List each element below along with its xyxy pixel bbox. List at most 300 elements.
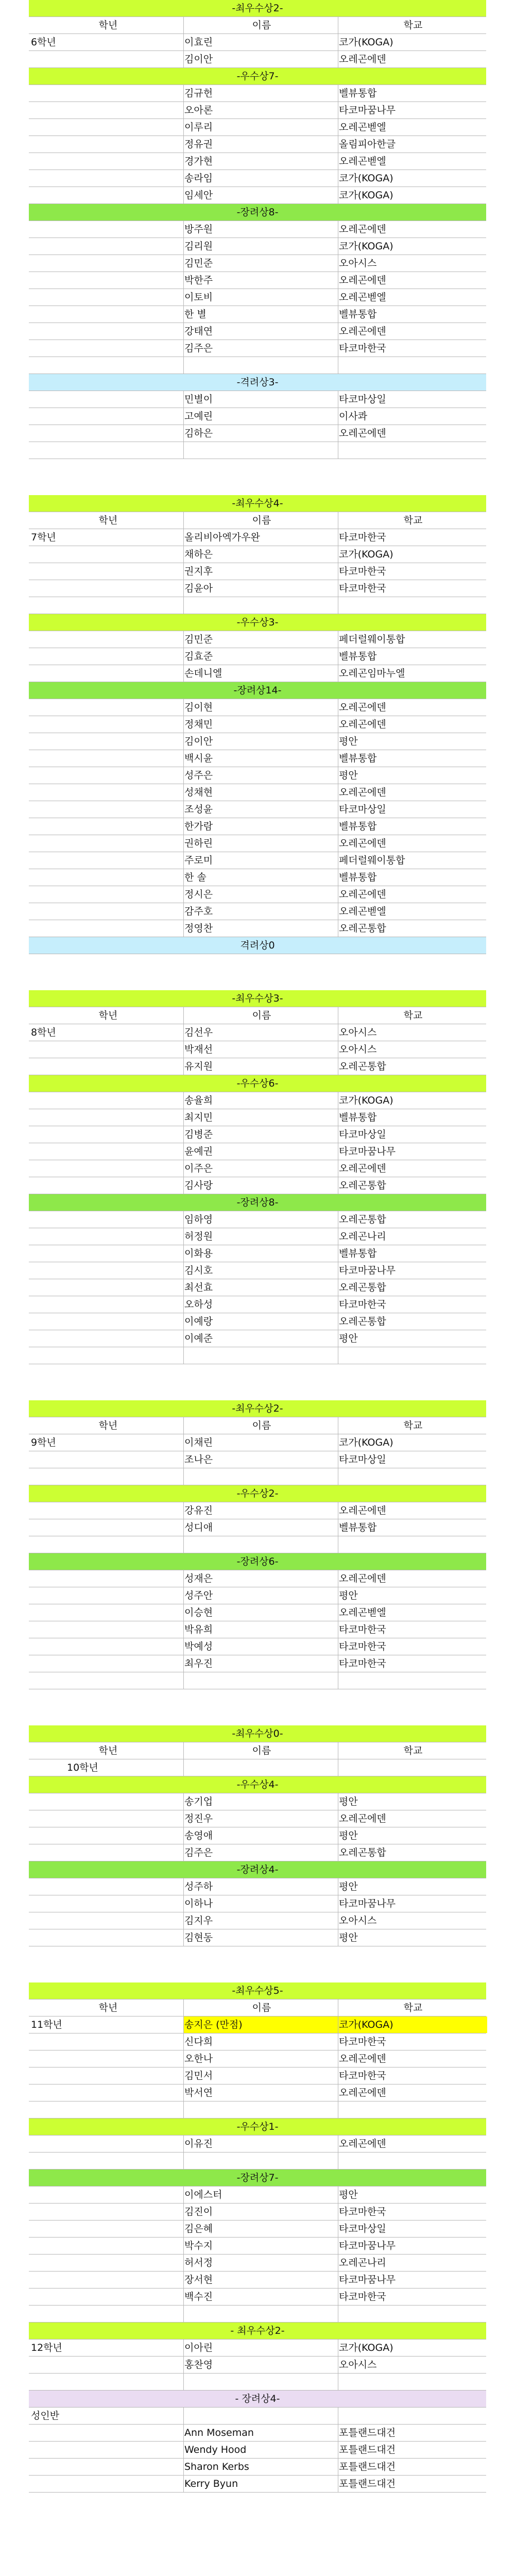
name-cell: 정영찬 xyxy=(184,923,213,934)
school-header: 학교 xyxy=(403,1420,423,1431)
name-cell: 강유진 xyxy=(184,1505,213,1516)
school-cell xyxy=(338,1759,487,1776)
table-row xyxy=(29,1655,486,1672)
grade-cell xyxy=(31,2221,185,2237)
award-title-row xyxy=(29,0,486,17)
school-cell: 오레곤에덴 xyxy=(339,838,386,849)
table-row xyxy=(29,699,486,716)
school-cell: 오레곤에덴 xyxy=(339,1505,386,1516)
cell-divider xyxy=(183,1844,184,1861)
school-cell: 타코마한국 xyxy=(339,566,386,577)
school-cell: 오아시스 xyxy=(339,1915,377,1926)
cell-divider xyxy=(183,1587,184,1604)
school-cell: 오레곤통합 xyxy=(339,1180,386,1191)
name-cell: 김사랑 xyxy=(184,1180,213,1191)
table-row xyxy=(29,1451,486,1468)
name-cell: 올리비아엑가우완 xyxy=(184,532,260,543)
school-cell: 타코마상일 xyxy=(339,1454,386,1465)
school-cell: 평안 xyxy=(339,1932,358,1943)
table-row xyxy=(29,1160,486,1177)
table-row xyxy=(29,1570,486,1587)
table-row xyxy=(29,2408,486,2425)
name-cell: 김진이 xyxy=(184,2206,213,2217)
name-cell xyxy=(183,442,339,459)
award-title: -우수상4- xyxy=(236,1779,279,1790)
name-cell xyxy=(183,597,339,614)
header-row xyxy=(29,17,486,34)
grade-cell xyxy=(31,750,185,767)
grade-header: 학년 xyxy=(98,515,118,526)
table-row xyxy=(29,1092,486,1109)
school-cell: 코가(KOGA) xyxy=(339,2342,393,2353)
grade-cell xyxy=(31,665,185,682)
school-cell xyxy=(338,1672,487,1689)
name-cell: 김주은 xyxy=(184,343,213,354)
header-row xyxy=(29,1417,486,1434)
grade-cell xyxy=(31,1245,185,1262)
grade-cell xyxy=(31,920,185,937)
award-title-row xyxy=(29,1725,486,1742)
award-title-row xyxy=(29,204,486,221)
name-cell: 김민서 xyxy=(184,2070,213,2081)
grade-cell xyxy=(31,238,185,255)
school-header: 학교 xyxy=(403,515,423,526)
table-row xyxy=(29,2153,486,2170)
cell-divider xyxy=(183,17,184,33)
name-cell: 신다희 xyxy=(184,2036,213,2047)
grade-cell xyxy=(31,255,185,272)
cell-divider xyxy=(183,1279,184,1296)
school-cell: 오레곤벧엘 xyxy=(339,1607,386,1618)
grade-cell xyxy=(31,1058,185,1075)
table-row xyxy=(29,357,486,374)
name-cell xyxy=(183,1536,339,1553)
grade-cell xyxy=(31,818,185,835)
name-cell: 성재은 xyxy=(184,1573,213,1584)
grade-cell xyxy=(31,716,185,733)
cell-divider xyxy=(183,289,184,306)
grade-cell xyxy=(31,2306,185,2322)
cell-divider xyxy=(183,153,184,170)
school-cell: 오레곤에덴 xyxy=(339,889,386,900)
cell-divider xyxy=(183,801,184,818)
award-title: -우수상1- xyxy=(236,2121,279,2132)
grade-cell xyxy=(31,597,185,614)
name-cell: 김민준 xyxy=(184,258,213,269)
grade-cell xyxy=(31,119,185,135)
table-row xyxy=(29,750,486,767)
school-header: 학교 xyxy=(403,2002,423,2013)
grade-cell xyxy=(31,2102,185,2118)
name-cell: 송라임 xyxy=(184,173,213,184)
name-cell: 송기업 xyxy=(184,1796,213,1807)
name-cell: 이화용 xyxy=(184,1248,213,1259)
grade-cell xyxy=(31,1502,185,1519)
grade-header: 학년 xyxy=(98,1745,118,1756)
header-row xyxy=(29,1742,486,1759)
cell-divider xyxy=(183,1109,184,1126)
name-cell: 임세안 xyxy=(184,190,213,201)
grade-cell xyxy=(31,153,185,170)
table-row xyxy=(29,2340,486,2357)
grade-cell: 12학년 xyxy=(31,2342,62,2353)
school-cell: 벨뷰통합 xyxy=(339,872,377,883)
school-cell: 평안 xyxy=(339,1796,358,1807)
table-row xyxy=(29,920,486,937)
table-row xyxy=(29,1177,486,1194)
cell-divider xyxy=(183,221,184,238)
name-cell: 백시윤 xyxy=(184,753,213,764)
school-cell: 평안 xyxy=(339,2189,358,2200)
grade-cell xyxy=(31,1177,185,1194)
school-header: 학교 xyxy=(403,1745,423,1756)
school-cell: 올림피아한글 xyxy=(339,139,396,150)
school-cell: 코가(KOGA) xyxy=(339,549,393,560)
cell-divider xyxy=(183,1468,184,1485)
school-cell: 평안 xyxy=(339,736,358,747)
cell-divider xyxy=(183,869,184,886)
grade-cell xyxy=(31,136,185,152)
school-cell: 평안 xyxy=(339,1333,358,1344)
school-cell: 오레곤에덴 xyxy=(339,326,386,337)
table-row xyxy=(29,408,486,425)
school-cell: 타코마꿈나무 xyxy=(339,2240,396,2251)
cell-divider xyxy=(183,1313,184,1330)
school-cell: 오아시스 xyxy=(339,1027,377,1038)
school-cell: 타코마꿈나무 xyxy=(339,1146,396,1157)
grade-cell xyxy=(31,85,185,101)
cell-divider xyxy=(183,119,184,135)
grade-cell xyxy=(31,2255,185,2271)
name-cell: 이에스터 xyxy=(184,2189,222,2200)
school-cell: 벨뷰통합 xyxy=(339,1522,377,1533)
grade-header: 학년 xyxy=(98,2002,118,2013)
school-cell xyxy=(338,2102,487,2118)
name-cell xyxy=(183,357,339,374)
table-row xyxy=(29,2289,486,2306)
grade-cell xyxy=(31,1519,185,1536)
school-cell: 페더럴웨이통합 xyxy=(339,855,405,866)
award-title-row xyxy=(29,68,486,85)
school-cell: 오레곤에덴 xyxy=(339,719,386,730)
grade-cell xyxy=(31,408,185,425)
name-cell: 김현동 xyxy=(184,1932,213,1943)
table-row xyxy=(29,442,486,459)
school-cell: 오레곤나리 xyxy=(339,1231,386,1242)
school-cell: 평안 xyxy=(339,1590,358,1601)
school-cell: 코가(KOGA) xyxy=(339,37,393,48)
cell-divider xyxy=(183,187,184,204)
grade-cell xyxy=(31,1604,185,1621)
table-row xyxy=(29,2102,486,2119)
table-row xyxy=(29,2374,486,2391)
cell-divider xyxy=(183,2187,184,2203)
cell-divider xyxy=(183,733,184,750)
table-row xyxy=(29,1604,486,1621)
cell-divider xyxy=(183,1536,184,1553)
school-cell: 타코마한국 xyxy=(339,583,386,594)
name-cell: 김주은 xyxy=(184,1847,213,1858)
award-title-row xyxy=(29,2391,486,2408)
cell-divider xyxy=(183,699,184,716)
name-cell: 한 솔 xyxy=(184,872,207,883)
school-cell: 오레곤에덴 xyxy=(339,1573,386,1584)
grade-cell xyxy=(31,272,185,289)
grade-cell xyxy=(31,1844,185,1861)
name-cell: 김효준 xyxy=(184,651,213,662)
award-title: -최우수상4- xyxy=(232,498,283,509)
table-row xyxy=(29,852,486,869)
table-row xyxy=(29,1296,486,1313)
grade-cell xyxy=(31,1279,185,1296)
award-title: -장려상8- xyxy=(236,207,279,218)
grade-cell xyxy=(31,1912,185,1929)
school-cell: 오레곤벧엘 xyxy=(339,122,386,133)
grade-cell xyxy=(31,2476,185,2492)
cell-divider xyxy=(183,2136,184,2152)
table-row xyxy=(29,716,486,733)
table-row xyxy=(29,2255,486,2272)
cell-divider xyxy=(183,102,184,118)
grade-cell xyxy=(31,699,185,716)
grade-section xyxy=(29,1982,486,2493)
table-row xyxy=(29,2204,486,2221)
school-cell: 오레곤통합 xyxy=(339,923,386,934)
grade-header: 학년 xyxy=(98,1420,118,1431)
name-cell: 고예린 xyxy=(184,411,213,422)
name-cell: 최선효 xyxy=(184,1282,213,1293)
table-row xyxy=(29,425,486,442)
table-row xyxy=(29,1041,486,1058)
table-row xyxy=(29,597,486,614)
school-cell: 타코마꿈나무 xyxy=(339,105,396,116)
section-gap xyxy=(29,954,486,990)
school-cell: 타코마한국 xyxy=(339,1624,386,1635)
cell-divider xyxy=(183,1912,184,1929)
grade-section xyxy=(29,1400,486,1689)
cell-divider xyxy=(183,2442,184,2458)
cell-divider xyxy=(183,1211,184,1228)
table-row xyxy=(29,631,486,648)
cell-divider xyxy=(183,1827,184,1844)
school-cell: 타코마한국 xyxy=(339,2206,386,2217)
grade-section xyxy=(29,1725,486,1946)
table-row xyxy=(29,903,486,920)
name-cell: 이토비 xyxy=(184,292,213,303)
school-cell: 오레곤에덴 xyxy=(339,702,386,713)
name-cell: 민별이 xyxy=(184,394,213,405)
grade-cell xyxy=(31,1041,185,1058)
school-cell: 벨뷰통합 xyxy=(339,1112,377,1123)
table-row xyxy=(29,187,486,204)
grade-cell xyxy=(31,1570,185,1587)
grade-cell xyxy=(31,1092,185,1109)
award-title: -우수상2- xyxy=(236,1488,279,1499)
school-cell: 포틀랜드대건 xyxy=(339,2444,396,2455)
school-header: 학교 xyxy=(403,1010,423,1021)
award-title-row xyxy=(29,1075,486,1092)
cell-divider xyxy=(183,85,184,101)
award-title: -장려상6- xyxy=(236,1556,279,1567)
cell-divider xyxy=(183,2221,184,2237)
name-cell: 성주안 xyxy=(184,1590,213,1601)
name-cell: 정유권 xyxy=(184,139,213,150)
school-cell: 오레곤임마누엘 xyxy=(339,668,405,679)
school-cell: 오레곤에덴 xyxy=(339,1813,386,1824)
name-cell: 손데니엘 xyxy=(184,668,222,679)
section-gap xyxy=(29,459,486,495)
grade-cell xyxy=(31,2084,185,2101)
award-title-row xyxy=(29,1776,486,1793)
name-cell: 감주호 xyxy=(184,906,213,917)
name-cell: 이예준 xyxy=(184,1333,213,1344)
grade-cell xyxy=(31,2459,185,2475)
table-row xyxy=(29,1793,486,1810)
award-title: -최우수상0- xyxy=(232,1728,283,1739)
name-header: 이름 xyxy=(252,1010,271,1021)
name-cell: 김시호 xyxy=(184,1265,213,1276)
cell-divider xyxy=(183,1160,184,1177)
cell-divider xyxy=(183,1024,184,1041)
name-cell xyxy=(183,1468,339,1485)
grade-cell xyxy=(31,1810,185,1827)
cell-divider xyxy=(183,1999,184,2016)
name-cell: 이주은 xyxy=(184,1163,213,1174)
cell-divider xyxy=(183,2033,184,2050)
name-cell: 성주하 xyxy=(184,1881,213,1892)
table-row xyxy=(29,1245,486,1262)
award-title-row xyxy=(29,2170,486,2187)
grade-cell xyxy=(31,391,185,408)
grade-cell xyxy=(31,563,185,580)
cell-divider xyxy=(183,170,184,187)
grade-cell xyxy=(31,2374,185,2390)
grade-cell xyxy=(31,221,185,238)
table-row xyxy=(29,102,486,119)
table-row xyxy=(29,1143,486,1160)
table-row xyxy=(29,563,486,580)
grade-cell xyxy=(31,869,185,886)
school-cell: 타코마상일 xyxy=(339,804,386,815)
name-cell: 허정원 xyxy=(184,1231,213,1242)
table-row xyxy=(29,869,486,886)
name-cell: 조성윤 xyxy=(184,804,213,815)
grade-cell xyxy=(31,784,185,801)
name-cell: 오하성 xyxy=(184,1299,213,1310)
school-cell: 타코마한국 xyxy=(339,1658,386,1669)
grade-section xyxy=(29,990,486,1364)
cell-divider xyxy=(183,2459,184,2475)
cell-divider xyxy=(183,512,184,529)
table-row xyxy=(29,1895,486,1912)
cell-divider xyxy=(183,1878,184,1895)
grade-cell xyxy=(31,1672,185,1689)
school-cell: 타코마꿈나무 xyxy=(339,2274,396,2285)
grade-cell: 7학년 xyxy=(31,532,56,543)
grade-cell xyxy=(31,1143,185,1160)
cell-divider xyxy=(183,563,184,580)
school-cell: 평안 xyxy=(339,770,358,781)
table-row xyxy=(29,238,486,255)
cell-divider xyxy=(183,2238,184,2254)
cell-divider xyxy=(183,1810,184,1827)
name-cell: 한가람 xyxy=(184,821,213,832)
grade-cell xyxy=(31,425,185,442)
header-row xyxy=(29,1999,486,2016)
table-row xyxy=(29,1587,486,1604)
name-cell: 장서현 xyxy=(184,2274,213,2285)
table-row xyxy=(29,1929,486,1946)
cell-divider xyxy=(183,1262,184,1279)
name-cell: 이예랑 xyxy=(184,1316,213,1327)
name-cell xyxy=(183,2306,339,2322)
cell-divider xyxy=(183,1759,184,1776)
table-row xyxy=(29,153,486,170)
table-row xyxy=(29,2306,486,2323)
name-cell: 채하은 xyxy=(184,549,213,560)
cell-divider xyxy=(183,2425,184,2441)
table-row xyxy=(29,2357,486,2374)
cell-divider xyxy=(183,1672,184,1689)
name-cell: 권하린 xyxy=(184,838,213,849)
school-cell: 코가(KOGA) xyxy=(338,2016,487,2033)
award-title-row xyxy=(29,614,486,631)
name-cell: 김이현 xyxy=(184,702,213,713)
table-row xyxy=(29,391,486,408)
grade-cell xyxy=(31,2238,185,2254)
name-cell: 김은혜 xyxy=(184,2223,213,2234)
grade-cell xyxy=(31,2153,185,2169)
table-row xyxy=(29,886,486,903)
name-cell: 한 별 xyxy=(184,309,207,320)
table-row xyxy=(29,1912,486,1929)
school-cell: 타코마상일 xyxy=(339,1129,386,1140)
grade-cell xyxy=(31,340,185,357)
cell-divider xyxy=(183,1058,184,1075)
name-cell xyxy=(183,2408,339,2424)
table-row xyxy=(29,2136,486,2153)
school-cell: 벨뷰통합 xyxy=(339,1248,377,1259)
school-cell: 오레곤벧엘 xyxy=(339,156,386,167)
name-cell: 강태연 xyxy=(184,326,213,337)
award-title-row xyxy=(29,374,486,391)
school-cell: 오아시스 xyxy=(339,2359,377,2370)
name-cell xyxy=(183,2374,339,2390)
grade-cell: 10학년 xyxy=(67,1762,98,1773)
grade-cell xyxy=(31,2272,185,2288)
school-cell: 오레곤통합 xyxy=(339,1214,386,1225)
cell-divider xyxy=(183,784,184,801)
grade-cell xyxy=(31,2136,185,2152)
table-row xyxy=(29,170,486,187)
grade-cell xyxy=(31,2187,185,2203)
cell-divider xyxy=(183,1929,184,1946)
award-title: -최우수상3- xyxy=(232,993,283,1004)
grade-section xyxy=(29,0,486,459)
cell-divider xyxy=(183,340,184,357)
grade-cell xyxy=(31,2204,185,2220)
school-cell: 오아시스 xyxy=(339,258,377,269)
cell-divider xyxy=(183,1177,184,1194)
school-cell: 이사콰 xyxy=(339,411,368,422)
table-row xyxy=(29,835,486,852)
name-cell: 방주원 xyxy=(184,224,213,235)
school-cell: 평안 xyxy=(339,1830,358,1841)
school-cell: 오아시스 xyxy=(339,1044,377,1055)
table-row xyxy=(29,1434,486,1451)
cell-divider xyxy=(183,2084,184,2101)
school-cell: 오레곤통합 xyxy=(339,1316,386,1327)
